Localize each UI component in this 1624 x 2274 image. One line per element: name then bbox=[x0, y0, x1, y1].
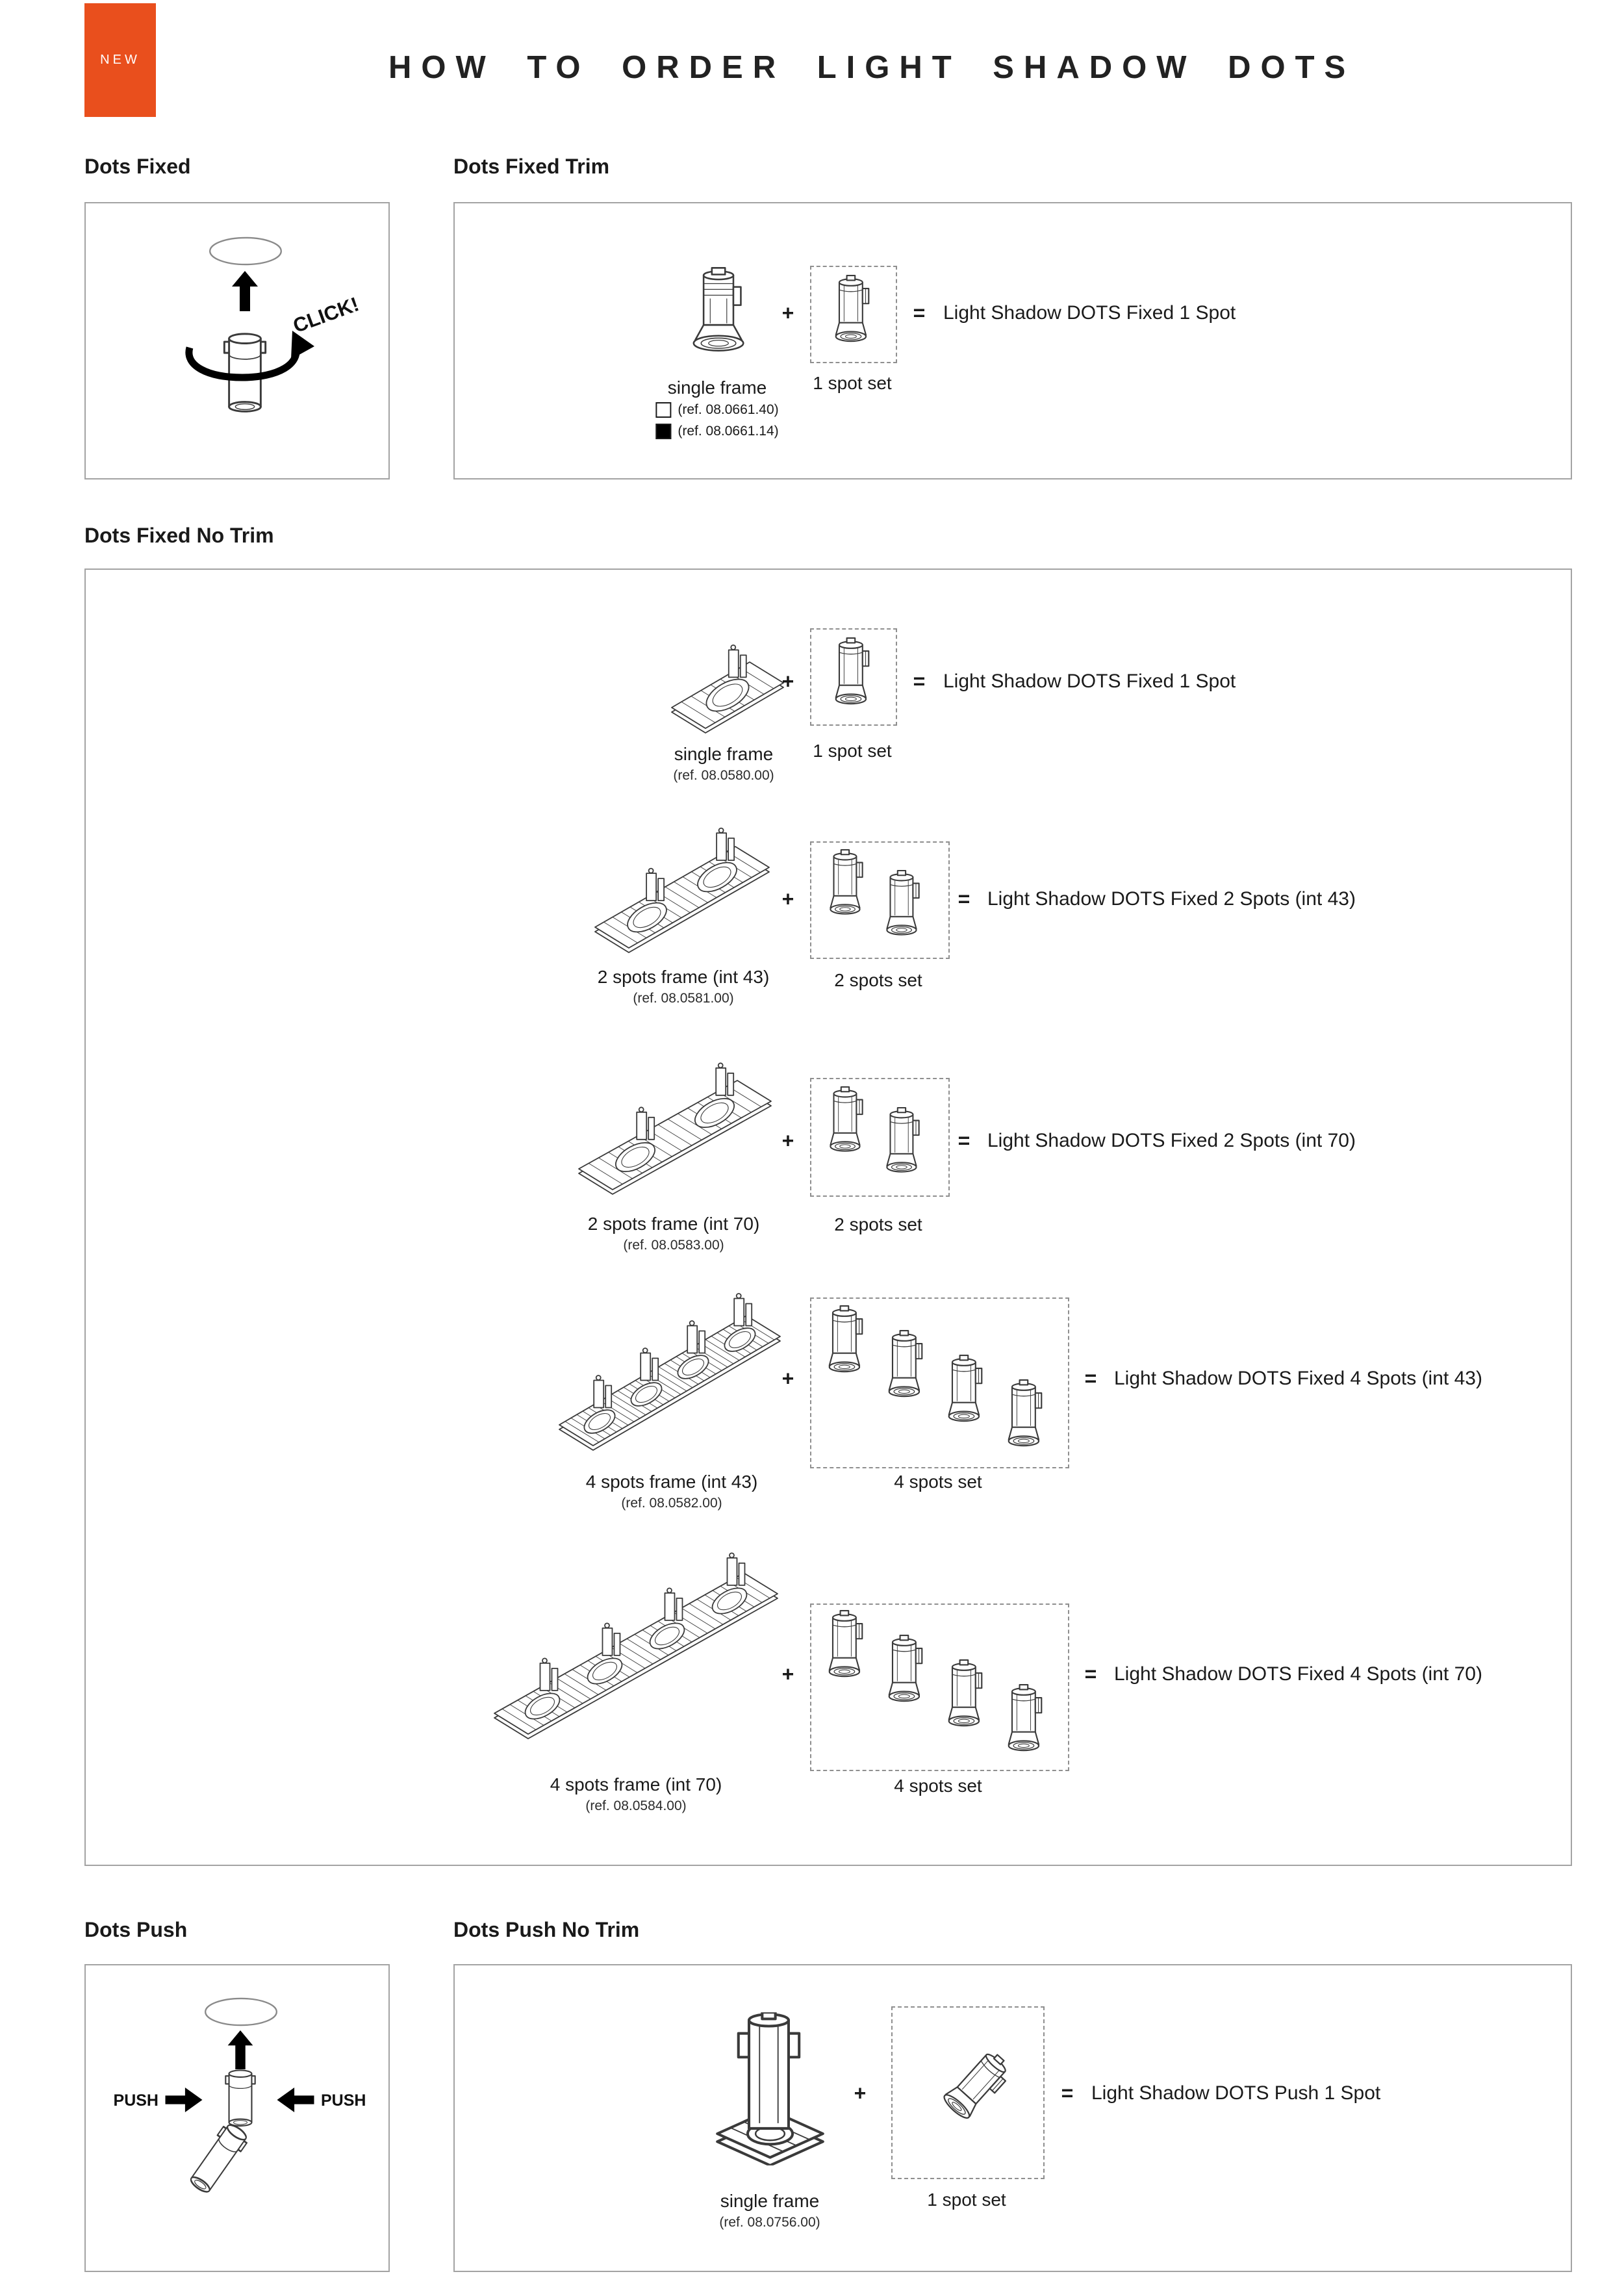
push-label-left: PUSH bbox=[113, 2091, 159, 2110]
plus-sign: + bbox=[781, 301, 794, 325]
set-label: 1 spot set bbox=[813, 373, 892, 393]
frame-label: 4 spots frame (int 43) bbox=[585, 1472, 758, 1492]
result-text: Light Shadow DOTS Push 1 Spot bbox=[1091, 2082, 1381, 2104]
one-spot-set-box bbox=[810, 628, 897, 726]
frame-label: single frame bbox=[720, 2191, 820, 2211]
four-spots-set-box bbox=[810, 1603, 1069, 1771]
equals-sign: = bbox=[958, 887, 971, 911]
ref-number: (ref. 08.0661.14) bbox=[678, 424, 779, 439]
fixture-cylinder-icon bbox=[224, 334, 265, 411]
set-label: 1 spot set bbox=[927, 2190, 1006, 2210]
spot-module-icon bbox=[889, 1331, 922, 1396]
push-arrow-right-icon bbox=[277, 2088, 314, 2112]
frame-ref: (ref. 08.0583.00) bbox=[623, 1238, 724, 1253]
new-badge-label: NEW bbox=[100, 53, 140, 67]
push-frame-icon bbox=[717, 2012, 823, 2165]
frame-label-block bbox=[550, 1774, 722, 1814]
result-text: Light Shadow DOTS Fixed 2 Spots (int 43) bbox=[987, 888, 1356, 910]
ceiling-hole-icon bbox=[205, 1999, 277, 2025]
click-label: CLICK! bbox=[290, 292, 362, 338]
spot-module-icon bbox=[836, 275, 869, 341]
frame-label: 2 spots frame (int 70) bbox=[587, 1214, 760, 1234]
plus-sign: + bbox=[854, 2081, 867, 2105]
equals-sign: = bbox=[1084, 1662, 1097, 1686]
frame-ref: (ref. 08.0584.00) bbox=[585, 1798, 687, 1813]
ref-number: (ref. 08.0661.40) bbox=[678, 402, 779, 417]
frame-label-block bbox=[598, 967, 770, 1006]
spot-module-icon bbox=[1009, 1685, 1042, 1750]
spot-module-icon bbox=[949, 1660, 982, 1726]
single-frame-refs bbox=[655, 402, 778, 439]
four-spots-frame-70-illustration bbox=[485, 1530, 791, 1764]
set-label: 4 spots set bbox=[894, 1776, 982, 1796]
plus-sign: + bbox=[781, 1662, 794, 1686]
set-label: 4 spots set bbox=[894, 1472, 982, 1492]
four-spots-set-box bbox=[810, 1297, 1069, 1468]
equals-sign: = bbox=[1084, 1366, 1097, 1390]
insert-arrow-up-icon bbox=[232, 271, 258, 311]
dots-push-panel bbox=[84, 1964, 390, 2272]
plus-sign: + bbox=[781, 1129, 794, 1153]
push-single-frame-illustration bbox=[707, 2012, 833, 2165]
page-title: HOW TO ORDER LIGHT SHADOW DOTS bbox=[388, 50, 1356, 85]
set-label: 2 spots set bbox=[834, 970, 922, 990]
frame-label-block bbox=[719, 2191, 820, 2230]
equals-sign: = bbox=[1061, 2081, 1074, 2105]
result-text: Light Shadow DOTS Fixed 2 Spots (int 70) bbox=[987, 1130, 1356, 1151]
tilted-spot-module-icon bbox=[941, 2047, 1015, 2123]
push-label-right: PUSH bbox=[321, 2091, 366, 2110]
insert-arrow-up-icon bbox=[228, 2030, 253, 2069]
frame-label: single frame bbox=[667, 377, 767, 398]
two-spots-set-box bbox=[810, 1078, 950, 1197]
two-spots-set-box bbox=[810, 841, 950, 959]
result-text: Light Shadow DOTS Fixed 1 Spot bbox=[943, 671, 1236, 692]
white-finish-swatch bbox=[655, 402, 671, 418]
dots-push-diagram bbox=[86, 1965, 388, 2271]
equals-sign: = bbox=[913, 669, 926, 693]
dots-push-no-trim-panel bbox=[453, 1964, 1572, 2272]
frame-ref: (ref. 08.0581.00) bbox=[633, 991, 734, 1006]
single-frame-illustration bbox=[664, 623, 784, 740]
dots-fixed-trim-panel bbox=[453, 202, 1572, 479]
frame-ref: (ref. 08.0580.00) bbox=[673, 768, 774, 783]
angled-spot-icon bbox=[186, 2121, 251, 2197]
ceiling-hole-icon bbox=[210, 238, 281, 264]
result-text: Light Shadow DOTS Fixed 1 Spot bbox=[943, 302, 1236, 324]
one-spot-set-box bbox=[891, 2006, 1045, 2179]
spot-module-icon bbox=[949, 1355, 982, 1421]
result-text: Light Shadow DOTS Fixed 4 Spots (int 70) bbox=[1114, 1663, 1482, 1685]
set-label: 2 spots set bbox=[834, 1214, 922, 1234]
spot-module-icon bbox=[836, 638, 869, 704]
spot-module-icon bbox=[830, 1087, 862, 1151]
frame-label-block bbox=[588, 1214, 760, 1253]
plus-sign: + bbox=[781, 887, 794, 911]
one-spot-set-box bbox=[810, 266, 897, 363]
ref-row bbox=[655, 424, 778, 439]
push-arrow-left-icon bbox=[166, 2088, 203, 2112]
ref-row bbox=[655, 402, 778, 418]
frame-label-block bbox=[673, 744, 774, 784]
push-device-icon bbox=[225, 2070, 255, 2126]
dots-fixed-panel bbox=[84, 202, 390, 479]
black-finish-swatch bbox=[655, 424, 671, 439]
spot-module-icon bbox=[830, 1306, 863, 1372]
equals-sign: = bbox=[913, 301, 926, 325]
frame-label-block bbox=[586, 1472, 758, 1511]
spot-module-icon bbox=[887, 871, 919, 935]
dots-fixed-diagram bbox=[86, 203, 388, 478]
frame-label: 2 spots frame (int 43) bbox=[597, 967, 770, 987]
spot-module-icon bbox=[1009, 1380, 1042, 1446]
equals-sign: = bbox=[958, 1129, 971, 1153]
frame-label-block bbox=[668, 377, 767, 398]
trim-can-icon bbox=[694, 268, 743, 350]
dots-fixed-no-trim-panel bbox=[84, 568, 1572, 1866]
section-label-dots-fixed-trim: Dots Fixed Trim bbox=[453, 155, 610, 178]
frame-ref: (ref. 08.0582.00) bbox=[621, 1496, 722, 1511]
frame-ref: (ref. 08.0756.00) bbox=[719, 2215, 820, 2230]
spot-module-icon bbox=[887, 1108, 919, 1172]
frame-label: single frame bbox=[674, 744, 774, 764]
section-label-dots-push-no-trim: Dots Push No Trim bbox=[453, 1918, 640, 1941]
new-badge bbox=[84, 3, 156, 117]
frame-label: 4 spots frame (int 70) bbox=[550, 1774, 722, 1795]
section-label-dots-fixed-no-trim: Dots Fixed No Trim bbox=[84, 524, 274, 547]
plus-sign: + bbox=[781, 1366, 794, 1390]
plus-sign: + bbox=[781, 669, 794, 693]
two-spots-frame-43-illustration bbox=[586, 830, 781, 963]
section-label-dots-fixed: Dots Fixed bbox=[84, 155, 191, 178]
spot-module-icon bbox=[889, 1635, 922, 1701]
two-spots-frame-70-illustration bbox=[570, 1065, 778, 1201]
single-frame-trim-illustration bbox=[682, 267, 752, 370]
spot-module-icon bbox=[830, 1611, 863, 1676]
section-label-dots-push: Dots Push bbox=[84, 1918, 188, 1941]
four-spots-frame-43-illustration bbox=[550, 1290, 787, 1468]
spot-module-icon bbox=[830, 850, 862, 914]
result-text: Light Shadow DOTS Fixed 4 Spots (int 43) bbox=[1114, 1368, 1482, 1389]
set-label: 1 spot set bbox=[813, 741, 892, 761]
